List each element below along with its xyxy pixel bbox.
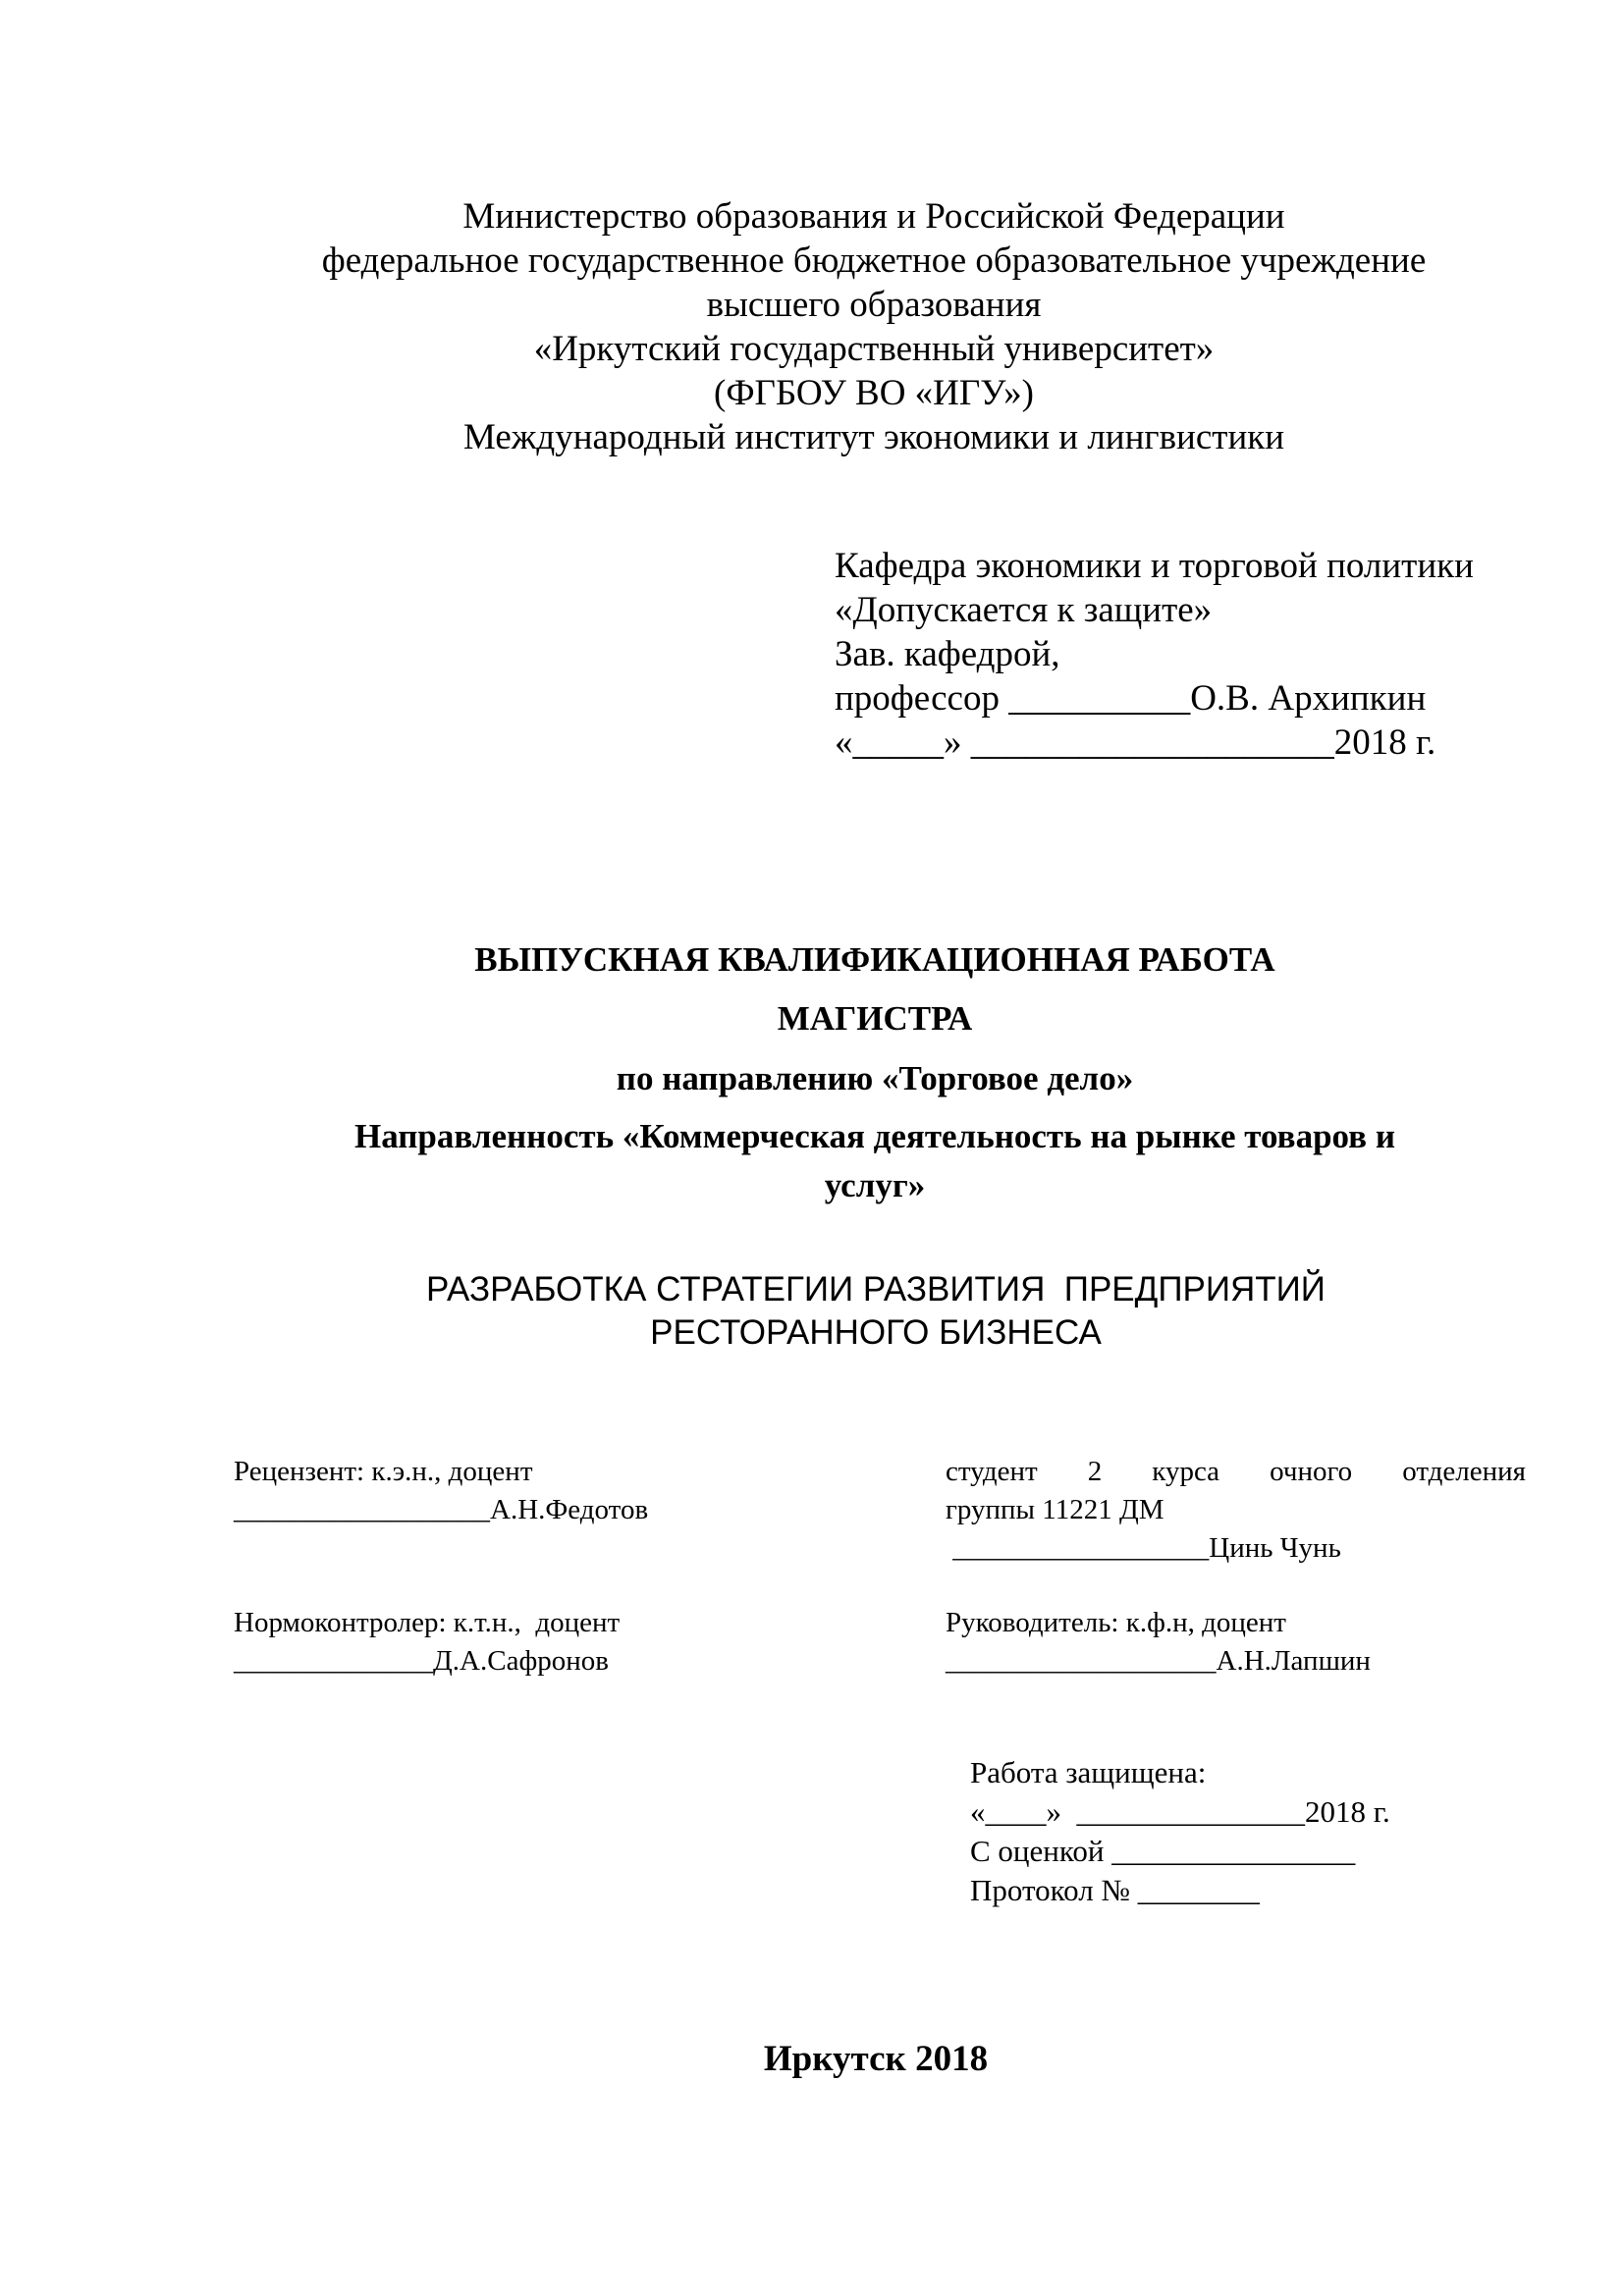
student-group: группы 11221 ДМ bbox=[946, 1494, 1164, 1525]
protocol-line: Протокол № ________ bbox=[970, 1873, 1260, 1907]
university-abbr-line: (ФГБОУ ВО «ИГУ») bbox=[714, 373, 1034, 413]
thesis-type: ВЫПУСКНАЯ КВАЛИФИКАЦИОННАЯ РАБОТА bbox=[474, 940, 1275, 979]
thesis-topic bbox=[0, 1268, 1624, 1355]
defense-status: Работа защищена: bbox=[970, 1755, 1207, 1789]
student-course-word: курса bbox=[1152, 1456, 1220, 1487]
specialization-line-1: Направленность «Коммерческая деятельность на рынке товаров и bbox=[354, 1117, 1395, 1155]
student-course-line bbox=[946, 1453, 1526, 1491]
reviewer-block bbox=[234, 1453, 648, 1529]
admitted-label: «Допускается к защите» bbox=[835, 590, 1213, 630]
defense-date-line: «____» _______________2018 г. bbox=[970, 1794, 1390, 1829]
student-course-number: 2 bbox=[1087, 1456, 1103, 1487]
topic-line-1: РАЗРАБОТКА СТРАТЕГИИ РАЗВИТИЯ ПРЕДПРИЯТИЙ bbox=[426, 1270, 1326, 1308]
supervisor-block bbox=[946, 1604, 1371, 1681]
professor-signature-line: профессор __________О.В. Архипкин bbox=[835, 678, 1427, 719]
institution-header bbox=[0, 194, 1624, 459]
student-word: студент bbox=[946, 1456, 1038, 1487]
ministry-line: Министерство образования и Российской Федерации bbox=[462, 196, 1285, 237]
institution-type-line: федеральное государственное бюджетное образовательное учреждение bbox=[321, 240, 1427, 281]
specialization-line-2: услуг» bbox=[824, 1166, 926, 1204]
student-form-word: очного bbox=[1270, 1456, 1353, 1487]
supervisor-signature-line: ___________________А.Н.Лапшин bbox=[946, 1645, 1371, 1677]
university-name-line: «Иркутский государственный университет» bbox=[533, 329, 1215, 369]
topic-line-2: РЕСТОРАННОГО БИЗНЕСА bbox=[650, 1313, 1102, 1352]
student-signature-line: __________________Цинь Чунь bbox=[946, 1532, 1341, 1564]
normcontroller-block bbox=[234, 1604, 620, 1681]
defense-block bbox=[970, 1753, 1390, 1910]
city-year: Иркутск 2018 bbox=[763, 2039, 989, 2079]
grade-line: С оценкой ________________ bbox=[970, 1834, 1356, 1868]
head-of-department: Зав. кафедрой, bbox=[835, 634, 1060, 674]
reviewer-signature-line: __________________А.Н.Федотов bbox=[234, 1494, 649, 1525]
student-block bbox=[946, 1453, 1526, 1568]
education-level-line: высшего образования bbox=[706, 285, 1042, 325]
normcontroller-role: Нормоконтролер: к.т.н., доцент bbox=[234, 1607, 621, 1638]
institute-line: Международный институт экономики и лингвистики bbox=[462, 417, 1285, 457]
student-department-word: отделения bbox=[1402, 1456, 1526, 1487]
approval-date-line: «_____» ____________________2018 г. bbox=[835, 722, 1436, 763]
supervisor-role: Руководитель: к.ф.н, доцент bbox=[946, 1607, 1286, 1638]
thesis-title-block bbox=[0, 931, 1624, 1207]
degree-level: МАГИСТРА bbox=[777, 999, 973, 1038]
study-direction: по направлению «Торговое дело» bbox=[616, 1059, 1134, 1097]
reviewer-role: Рецензент: к.э.н., доцент bbox=[234, 1456, 533, 1487]
normcontroller-signature-line: ______________Д.А.Сафронов bbox=[234, 1645, 609, 1677]
approval-block bbox=[835, 544, 1474, 765]
department-name: Кафедра экономики и торговой политики bbox=[835, 546, 1474, 586]
